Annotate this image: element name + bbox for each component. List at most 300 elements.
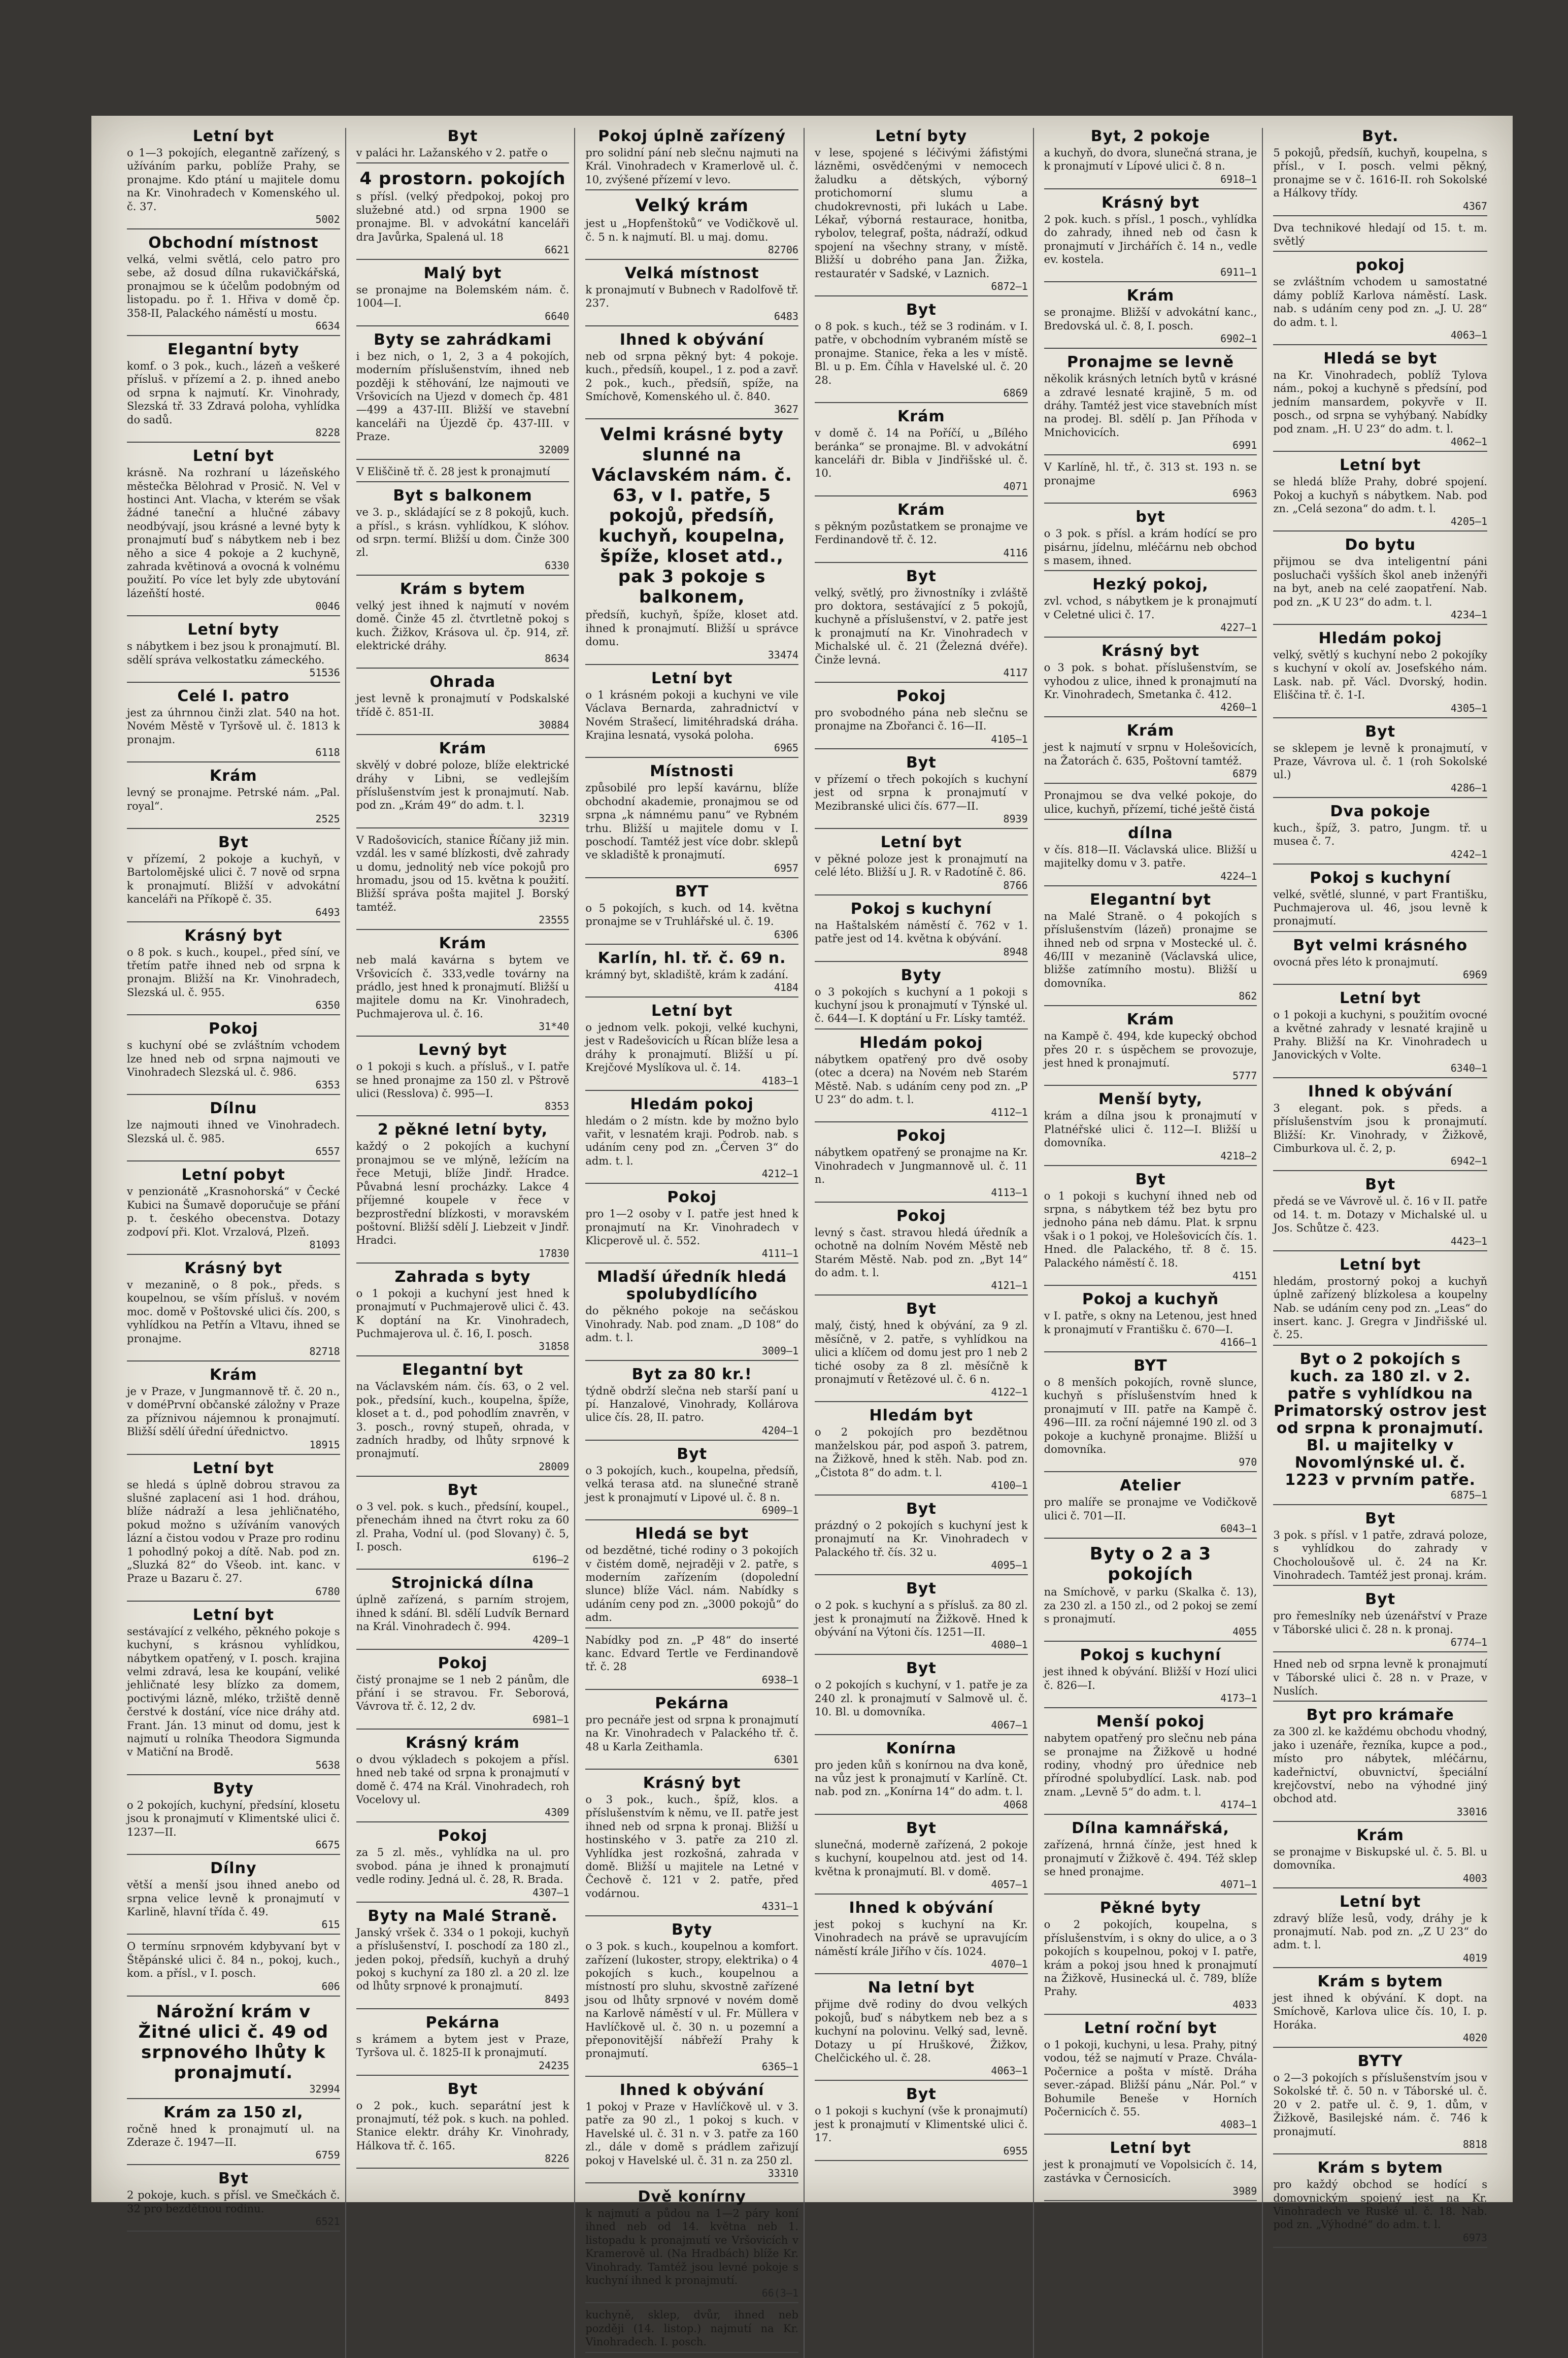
ad-divider [815, 961, 1028, 962]
ad-body: o 3 vel. pok. s kuch., předsíní, koupel., přenechám ihned na čtvrt roku za 60 zl. Praha, Vodní ul. (pod Slovany) č. 5, I. posch. [356, 1500, 570, 1553]
ad-heading: Krám [210, 767, 257, 785]
classified-ad [585, 1775, 798, 1916]
ad-body: nábytkem opatřený pro dvě osoby (otec a dcera) na Novém neb Starém Městě. Nab. s udáním ceny pod zn. „P U 23“ do adm. t. l. [814, 1053, 1028, 1106]
classified-ad [1273, 723, 1487, 798]
classified-ad [585, 1446, 798, 1520]
classified-ad [356, 1042, 570, 1116]
ad-body: zařízená, hrnná čínže, jest hned k pronajmutí v Žižkově č. 494. Též sklep se hned pronajme. [1044, 1839, 1257, 1878]
ad-divider [356, 481, 570, 482]
classified-ad [1044, 1647, 1257, 1708]
ad-body: o 1 pokoji s kuchyní ihned neb od srpna, s nábytkem též bez bytu pro jednoho pána neb dámu. Plat. k srpnu však i o 1 pokoj, ve Holešovicích čís. 1. Hned. dle Palackého, tř. 8 č. 15. Palackého náměstí č. 18. [1044, 1189, 1257, 1269]
ad-heading: Celé I. patro [177, 687, 290, 705]
ad-heading: byt [1136, 508, 1165, 526]
ad-number: 4305—1 [1450, 702, 1487, 714]
ad-divider [1044, 637, 1257, 638]
classified-ad [815, 502, 1028, 563]
classified-ad [127, 1100, 340, 1161]
classified-ad [815, 128, 1028, 296]
ad-heading: Letní pobyt [181, 1166, 285, 1184]
ad-number: 6521 [315, 2215, 340, 2228]
classified-ad [1273, 2053, 1487, 2154]
ad-divider [127, 1774, 340, 1775]
ad-body: za 300 zl. ke každému obchodu vhodný, jako i uzenáře, řezníka, kupce a pod., místo pro nábytek, mléčárnu, kadeřnictví, obuvnictví, špeciální krejčovství, nebo na výhodné jiný obchod atd. [1273, 1725, 1487, 1805]
classified-ad [1044, 287, 1257, 349]
ad-number: 4121—1 [991, 1279, 1028, 1292]
ad-heading: pokoj [1355, 256, 1405, 275]
ad-number: 4083—1 [1220, 2118, 1257, 2131]
ad-number: 4174—1 [1220, 1799, 1257, 1811]
ad-body: na Kampě č. 494, kde kupecký obchod přes 20 r. s úspěchem se provozuje, jest hned k pronajmutí. [1044, 1030, 1257, 1070]
ad-divider [356, 1569, 570, 1570]
ad-body: o 2 pokojích, koupelna, s příslušenstvím, i s okny do ulice, a o 3 pokojích s koupelnou, pokoj v I. patře, krám a pokoj jsou hned k pronajmutí na Žižkově, Husinecká ul. č. 789, blíže Prahy. [1044, 1918, 1257, 1998]
classified-ad [1273, 937, 1487, 985]
ad-number: 4166—1 [1220, 1336, 1257, 1348]
ad-divider [127, 228, 340, 229]
ad-divider [815, 295, 1028, 296]
ad-heading: Letní byt [651, 669, 733, 687]
ad-body: krásně. Na rozhraní u lázeňského městečka Bělohrad v Prosič. N. Vel v hostinci Ant. Vlacha, v kterém se však žádné taneční a hlučné zábavy neodbývají, jsou krásné a levné byty k pronajmutí buď s nábytkem neb i bez něho a sice 4 pokoje a 2 kuchyně, zahrada květinová a ovocná k volnému použití. Po více let byly zde ubytování lázeňští hosté. [127, 467, 340, 600]
ad-body: velký, světlý s kuchyní nebo 2 pokojíky s kuchyní v okolí av. Josefského nám. Lask. nab. př. Václ. Dvorský, hodin. Eliščina tř. č. 1-I. [1273, 648, 1487, 702]
classified-ad [127, 1460, 340, 1602]
classified-ad [585, 1921, 798, 2077]
classified-ad [1044, 1900, 1257, 2014]
classified-ad [356, 1828, 570, 1902]
ad-body: s přísl. (velký předpokoj, pokoj pro služebné atd.) od srpna 1900 se pronajme. Bl. v advokátní kanceláři dra Javůrka, Spalená ul. 18 [356, 190, 570, 243]
ad-divider [356, 1649, 570, 1650]
ad-heading: Krám s bytem [399, 580, 526, 598]
ad-number: 970 [1239, 1456, 1257, 1469]
ad-heading: Krám [210, 1366, 257, 1384]
ad-body: pro každý obchod se hodící s domovnickým spojený jest na Kr. Vinohradech ve Ruské ul. č. 18. Nab. pod zn. „Výhodné“ do adm. t. l. [1273, 2178, 1487, 2231]
classified-ad [585, 2082, 798, 2183]
ad-divider [1044, 1471, 1257, 1472]
ad-body: o 1 pokoji, kuchyni, u lesa. Prahy, pitný vodou, též se najmutí v Praze. Chvála-Počernice a pošta v místě. Dráha sever.-západ. Bližší pánu „Nár. Pol.“ v Bohumile Beneše v Horních Počernicích č. 55. [1044, 2038, 1257, 2118]
ad-number: 3627 [774, 403, 798, 416]
ad-number: 6942—1 [1450, 1155, 1487, 1168]
ad-heading: Byt [677, 1445, 708, 1463]
ad-number: 8228 [315, 426, 340, 439]
ad-heading: Byty o 2 a 3 pokojích [1089, 1544, 1212, 1585]
ad-body: v domě č. 14 na Poříčí, u „Bílého beránka“ se pronajme. Bl. v advokátní kanceláři dr. Bibla v Jindřišské ul. č. 10. [814, 427, 1028, 480]
ad-divider [1273, 251, 1487, 252]
ad-divider [1044, 348, 1257, 349]
ad-body: o 1 krásném pokoji a kuchyni ve vile Václava Bernarda, zahradnictví v Novém Strašecí, limitéhradská dráha. Krajina lesnatá, vysoká poloha. [585, 688, 798, 741]
ad-divider [1044, 819, 1257, 820]
ad-number: 32994 [309, 2082, 340, 2095]
ad-number: 6330 [545, 559, 570, 572]
ad-heading: Pokoj [438, 1654, 488, 1672]
ad-body: od bezdětné, tiché rodiny o 3 pokojích v čistém domě, nejraději v 2. patře, s moderním zařízením (dopolední slunce) blíže Václ. nám. Nabídky s udáním ceny pod zn. „3000 pokojů“ do adm. [585, 1544, 798, 1624]
ad-divider [585, 1628, 798, 1629]
classified-ad [585, 1525, 798, 1628]
ad-divider [127, 761, 340, 762]
ad-heading: Byt [218, 834, 249, 851]
ad-number: 8766 [1003, 879, 1028, 891]
ad-heading: Elegantní byt [402, 1361, 523, 1379]
ad-body: zvl. vchod, s nábytkem je k pronajmutí v Celetné ulici č. 17. [1044, 595, 1257, 621]
newspaper-page [91, 116, 1513, 2348]
ad-body: jest levně k pronajmutí v Podskalské třídě č. 851-II. [356, 692, 570, 718]
classified-ad [1273, 1176, 1487, 1251]
ad-number: 4184 [774, 981, 798, 993]
ad-heading: Byt, 2 pokoje [1090, 127, 1211, 145]
ad-body: předsíň, kuchyň, špíže, kloset atd. ihned k pronajmutí. Bližší u správce domu. [585, 609, 798, 648]
ad-heading: Byty na Malé Straně. [368, 1907, 558, 1925]
ad-body: 3 pok. s přísl. v 1 patře, zdravá poloze, s vyhlídkou do zahrady v Chocholoušově ul. č. 24 na Kr. Vinohradech. Tamtéž jest pronaj. krám. [1273, 1529, 1487, 1581]
classified-ad [127, 448, 340, 616]
ad-number: 8818 [1462, 2138, 1487, 2151]
classified-ad [585, 195, 798, 260]
ad-body: pro jeden kůň s konírnou na dva koně, na vůz jest k pronajmutí v Karlíně. Ct. nab. pod zn. „Konírna 14“ do adm. t. l. [814, 1758, 1028, 1798]
classified-ad [1044, 1713, 1257, 1815]
classified-ad [1273, 1083, 1487, 1172]
ad-body: pro 1—2 osoby v I. patře jest hned k pronajmutí na Kr. Vinohradech v Klicperově ul. č. 552. [585, 1208, 798, 1247]
ad-divider [1044, 1285, 1257, 1286]
ad-number: 6493 [315, 906, 340, 918]
ad-body: o 8 pok. s kuch., koupel., před síní, ve třetím patře ihned neb od srpna k pronajm. Bližší na Kr. Vinohradech, Slezská ul. č. 955. [127, 946, 340, 999]
ad-number: 4242—1 [1450, 848, 1487, 860]
ad-number: 82718 [309, 1345, 340, 1357]
ad-number: 4020 [1462, 2032, 1487, 2044]
ad-number: 6759 [315, 2149, 340, 2162]
ad-number: 6365—1 [761, 2060, 798, 2073]
ad-divider [585, 2076, 798, 2077]
ad-number: 5638 [315, 1758, 340, 1771]
ad-number: 4080—1 [991, 1639, 1028, 1651]
ad-number: 4218—2 [1220, 1149, 1257, 1162]
ad-heading: dílna [1128, 824, 1173, 842]
ad-body: slunečná, moderně zařízená, 2 pokoje s kuchyní, koupelnou atd. jest od 14. května k pronajmutí. Bl. v domě. [814, 1838, 1028, 1878]
ad-heading: Malý byt [423, 264, 502, 283]
ad-heading: Krám [439, 740, 487, 758]
classified-ad [1273, 1707, 1487, 1821]
ad-body: jest pokoj s kuchyní na Kr. Vinohradech na právě se upravujícím náměstí krále Jiřího v čís. 1024. [814, 1918, 1028, 1957]
classified-ad [1273, 990, 1487, 1078]
ad-number: 4183—1 [761, 1074, 798, 1087]
ad-divider [1273, 984, 1487, 985]
ad-body: v čís. 818—II. Václavská ulice. Bližší u majitelky domu v 3. patře. [1044, 843, 1257, 870]
ad-heading: Krám [1126, 722, 1175, 740]
classified-ad [585, 1003, 798, 1091]
ad-divider [356, 734, 570, 735]
ad-number: 8226 [545, 2152, 570, 2165]
classified-ad [1044, 1091, 1257, 1166]
ad-number: 6875—1 [1450, 1488, 1487, 1501]
ad-heading: Pokoj [896, 1127, 946, 1145]
ad-number: 4307—1 [532, 1886, 570, 1899]
ad-heading: Byt [906, 1500, 937, 1518]
ad-divider [356, 259, 570, 260]
ad-body: o 1—3 pokojích, elegantně zařízený, s užíváním parku, poblíže Prahy, se pronajme. Kdo ptání u majitele domu na Kr. Vinohradech v Komenského ul. č. 37. [127, 147, 340, 213]
ad-body: o 1 pokoji s kuch. a přísluš., v I. patře se hned pronajme za 150 zl. v Pštrově ulici (Resslova) č. 995—I. [356, 1060, 570, 1100]
ad-heading: Ihned k obývání [619, 330, 764, 349]
ad-divider [585, 189, 798, 190]
ad-heading: Pokoj a kuchyň [1082, 1290, 1219, 1309]
ad-heading: Byt [1365, 722, 1396, 741]
classified-ad [127, 1367, 340, 1455]
ad-number: 28009 [539, 1460, 570, 1473]
classified-ad [1273, 1973, 1487, 2048]
ad-number: 0046 [315, 600, 340, 613]
ad-number: 4057—1 [991, 1878, 1028, 1891]
ad-number: 4105—1 [991, 733, 1028, 745]
ad-number: 6969 [1462, 969, 1487, 981]
classified-ad [1044, 194, 1257, 283]
ad-heading: Velmi krásné byty slunné na Václavském nám. č. 63, v I. patře, 5 pokojů, předsíň, kuchyň, koupelna, špíže, kloset atd., pak 3 pokoje s balkonem, [591, 424, 792, 608]
ad-number: 4212—1 [761, 1168, 798, 1180]
ad-heading: Pěkné byty [1099, 1899, 1202, 1917]
ad-heading: Byt [1365, 1509, 1396, 1527]
ad-divider [127, 1996, 340, 1997]
ad-body: kuchyně, sklep, dvůr, ihned neb později (14. listop.) najmutí na Kr. Vinohradech. I. posch. [585, 2309, 798, 2348]
ad-body: velký jest ihned k najmutí v novém domě. Činže 45 zl. čtvrtletně pokoj s kuch. Žižkov, Krásova ul. čp. 914, zř. elektrické dráhy. [356, 599, 570, 652]
classified-ad [356, 1361, 570, 1476]
ad-body: o 1 pokoji a kuchyní jest hned k pronajmutí v Puchmajerově ulici č. 43. K doptání na Kr. Vinohradech, Puchmajerova ul. č. 16, I. posch. [356, 1287, 570, 1340]
classified-ad [127, 1020, 340, 1095]
ad-heading: Pokoj [896, 687, 946, 705]
ad-number: 4204—1 [761, 1424, 798, 1437]
ad-body: hledám o 2 místn. kde by možno bylo vařit, v lesnatém kraji. Podrob. nab. s udáním ceny pod zn. „Červen 3“ do adm. t. l. [585, 1114, 798, 1167]
ad-divider [1273, 864, 1487, 865]
ad-body: do pěkného pokoje na sečáskou Vinohrady. Nab. pod znam. „D 108“ do adm. t. l. [585, 1305, 798, 1344]
ad-number: 6640 [545, 310, 570, 322]
ad-body: na Haštalském náměstí č. 762 v 1. patře jest od 14. května k obývání. [814, 919, 1028, 945]
ad-heading: Pokoj [209, 1020, 258, 1038]
classified-ad [815, 408, 1028, 496]
ad-divider [1044, 1351, 1257, 1352]
ad-number: 4071—1 [1220, 1878, 1257, 1891]
ad-number: 4331—1 [761, 1900, 798, 1913]
ad-divider [356, 668, 570, 669]
ad-number: 6634 [315, 320, 340, 333]
ad-divider [1273, 1585, 1487, 1586]
ad-divider [127, 2164, 340, 2165]
classified-ad [127, 834, 340, 922]
ad-number: 31*40 [539, 1020, 570, 1033]
ad-heading: Krásný byt [643, 1774, 741, 1792]
classified-ad [815, 1740, 1028, 1815]
ad-body: nabytem opatřený pro slečnu neb pána se pronajme na Žižkově u hodné rodiny, vhodný pro úřednice neb přírodné spolubydlící. Lask. nab. pod znam. „Levně 5“ do adm. t. l. [1044, 1732, 1257, 1798]
ad-divider [1273, 1077, 1487, 1078]
ad-divider [127, 1160, 340, 1161]
ad-body: 1 pokoj v Praze v Havlíčkově ul. v 3. patře za 90 zl., 1 pokoj s kuch. v Havelské ul. č. 31 n. v 3. patře za 160 zl., dále v domě s prádlem zařizují pokoj v Havelské ul. č. 31 n. za 250 zl. [585, 2100, 798, 2167]
ad-divider [1273, 215, 1487, 216]
ad-body: se zvláštním vchodem u samostatné dámy poblíž Karlova náměstí. Lask. nab. s udáním ceny pod zn. „J. U. 28“ do adm. t. l. [1273, 276, 1487, 328]
ad-number: 4309 [545, 1806, 570, 1819]
classified-ad [815, 754, 1028, 829]
ad-heading: Byt pro krámaře [1306, 1706, 1454, 1724]
ad-body: pro solidní pání neb slečnu najmuti na Král. Vinohradech v Kramerlově ul. č. 10, zvýšené přízemí v levo. [585, 147, 798, 186]
ad-number: 6306 [774, 928, 798, 941]
ad-divider [815, 1294, 1028, 1296]
ad-heading: Byty se zahrádkami [374, 330, 552, 349]
ad-number: 6675 [315, 1839, 340, 1851]
ad-body: komf. o 3 pok., kuch., lázeň a veškeré přísluš. v přízemí a 2. p. ihned anebo od srpna k najmutí. Kr. Vinohrady, Slezská tř. 33 Zdravá poloha, vyhlídka do sadů. [127, 360, 340, 426]
classified-ad [127, 1607, 340, 1775]
classified-ad [815, 1820, 1028, 1895]
ad-body: 2 pok. kuch. s přísl., 1 posch., vyhlídka do zahrady, ihned neb od časn k pronajmutí v Jirchářích č. 14 n., vedle ev. kostela. [1044, 213, 1257, 266]
ad-heading: Do bytu [1345, 536, 1416, 554]
ad-divider [815, 894, 1028, 895]
classified-ad [815, 1979, 1028, 2081]
ad-divider [1044, 1005, 1257, 1006]
ad-number: 51536 [309, 666, 340, 679]
ad-heading: Letní byt [1340, 1892, 1421, 1911]
ad-number: 6973 [1462, 2231, 1487, 2244]
ad-body: levný s čast. stravou hledá úředník a ochotně na dolním Novém Městě neb Starém Městě. Nab. pod zn. „Byt 14“ do adm. t. l. [814, 1226, 1028, 1279]
classified-ad [815, 568, 1028, 683]
ad-number: 4111—1 [761, 1247, 798, 1260]
ad-heading: Hledá se byt [635, 1525, 749, 1543]
ad-number: 6483 [774, 310, 798, 322]
ad-body: pro malíře se pronajme ve Vodičkově ulici č. 701—II. [1044, 1496, 1257, 1522]
classified-ad [1273, 803, 1487, 865]
ad-divider [815, 1202, 1028, 1203]
ad-heading: Byt [906, 2085, 937, 2104]
ad-heading: Byt velmi krásného [1293, 936, 1468, 954]
ad-heading: BYTY [1357, 2052, 1403, 2071]
ad-body: ovocná přes léto k pronajmutí. [1273, 955, 1439, 968]
ad-number: 4260—1 [1220, 701, 1257, 714]
classified-ad [1044, 354, 1257, 455]
ad-divider [815, 1121, 1028, 1122]
ad-number: 4062—1 [1450, 436, 1487, 448]
ad-divider [127, 1094, 340, 1095]
ad-divider [815, 562, 1028, 563]
classified-ad [356, 331, 570, 460]
ad-body: V Radošovicích, stanice Říčany již min. vzdál. les v samé blízkosti, dvě zahrady u domu, jednolitý neb více pokojů pro hromadu, jsou od 15. května k použití. Bližší správa pošta majitel J. Borský tamtéž. [356, 834, 570, 913]
classified-ad [815, 967, 1028, 1029]
ad-divider [585, 664, 798, 665]
ad-divider [127, 828, 340, 829]
ad-divider [356, 929, 570, 930]
ad-divider [356, 2008, 570, 2009]
ad-body: velké, světlé, slunné, v part Františku, Puchmajerova ul. 46, jsou levně k pronajmutí. [1273, 888, 1487, 927]
ad-body: přijme dvě rodiny do dvou velkých pokojů, buď s nábytkem neb bez a s kuchyní na polovinu. Velký sad, levně. Dotazy u pí Hruškové, Žižkov, Chelčického ul. č. 28. [814, 1998, 1028, 2064]
classified-ad [1273, 257, 1487, 345]
ad-divider [1044, 2200, 1257, 2201]
ad-number: 81093 [309, 1238, 340, 1251]
classified-ad [815, 901, 1028, 962]
classified-ad [815, 1501, 1028, 1575]
ad-number: 66(3—1 [761, 2287, 798, 2300]
classified-ad [815, 1900, 1028, 1974]
classified-ad [127, 768, 340, 829]
ad-body: neb od srpna pěkný byt: 4 pokoje. kuch., předsíň, koupel., 1 z. pod a zavř. 2 pok., kuch., předsíň, spíže, na Smíchově, Komenského ul. č. 840. [585, 350, 798, 403]
ad-body: malý, čistý, hned k obývání, za 9 zl. měsíčně, v 2. patře, s vyhlídkou na ulici a klíčem od domu jest pro 1 neb 2 tiché osoby za 8 zl. měsíčně k pronajmutí v Řetězové ul. č. 6 n. [814, 1319, 1028, 1385]
ad-divider [815, 1814, 1028, 1815]
ad-number: 8493 [545, 1992, 570, 2005]
classified-ad [1044, 509, 1257, 571]
ad-heading: Ihned k obývání [619, 2081, 764, 2099]
ad-heading: Na letní byt [868, 1979, 975, 1997]
ad-body: 3 elegant. pok. s předs. a příslušenstvím jsou k pronajmutí. Bližší: Kr. Vinohrady, v Žižkově, Cimburkova ul. č. 2, p. [1273, 1102, 1487, 1155]
ad-number: 32319 [539, 812, 570, 824]
classified-ad [127, 2170, 340, 2232]
ad-heading: Letní byt [1340, 989, 1421, 1008]
classified-ad [585, 883, 798, 945]
ad-heading: Byt o 2 pokojích s kuch. za 180 zl. v 2. patře s vyhlídkou na Primatorský ostrov jest od srpna k pronajmutí. Bl. u majitelky v Novomlýnské ul. č. 1223 v prvním patře. [1274, 1350, 1487, 1489]
ad-divider [1273, 1250, 1487, 1251]
classified-ad [815, 1580, 1028, 1655]
ad-number: 31858 [539, 1340, 570, 1353]
ad-divider [1044, 716, 1257, 717]
ad-divider [1044, 885, 1257, 886]
ad-divider [1273, 1701, 1487, 1702]
ad-heading: BYT [1133, 1356, 1167, 1375]
ad-heading: Ihned k obývání [849, 1899, 994, 1917]
ad-body: v mezanině, o 8 pok., předs. s koupelnou, se vším přísluš. v novém moc. domě v Poštovské ulici čís. 200, s vyhlídkou na Petřín a Vltavu, ihned se pronajme. [127, 1278, 340, 1345]
classified-ad [1273, 1510, 1487, 1586]
ad-heading: Konírna [886, 1739, 956, 1757]
classified-ad [815, 1660, 1028, 1735]
classified-ad [127, 341, 340, 443]
ad-heading: Pokoj s kuchyní [1080, 1646, 1221, 1665]
classified-ad [815, 2086, 1028, 2161]
ad-divider [1044, 570, 1257, 571]
classified-ad [1273, 870, 1487, 932]
ad-number: 4234—1 [1450, 608, 1487, 621]
ad-body: s nábytkem i bez jsou k pronajmutí. Bl. sdělí správa velkostatku zámeckého. [127, 640, 340, 666]
ad-heading: Letní byt [192, 127, 274, 145]
ad-heading: Krám [1126, 287, 1175, 305]
ad-heading: Nárožní krám v Žitné ulici č. 49 od srpnového lhůty k pronajmutí. [138, 2001, 329, 2083]
ad-number: 4003 [1462, 1872, 1487, 1884]
ad-body: lze najmouti ihned ve Vinohradech. Slezská ul. č. 985. [127, 1119, 340, 1145]
classified-ad [585, 950, 798, 998]
ad-number: 6869 [1003, 387, 1028, 400]
ad-body: o 3 pok., kuch., špíž, klos. a příslušenstvím k němu, ve II. patře jest ihned neb od srpna k pronaj. Bližší u hostinského v 3. patře za 210 zl. Vyhlídka jest rozkošná, zahrada v domě. Bližší u majitele na Letné v Čechově č. 121 v 2. patře, před vodárnou. [585, 1793, 798, 1900]
ad-heading: Letní byt [651, 1002, 733, 1020]
ad-heading: Krásný byt [1102, 193, 1199, 212]
classified-ad [356, 1269, 570, 1357]
ad-body: v I. patře, s okny na Letenou, jest hned k pronajmutí v Františku č. 670—I. [1044, 1310, 1257, 1336]
ad-heading: Pronajme se levně [1067, 353, 1234, 372]
ad-heading: Krám s bytem [1317, 1972, 1443, 1990]
classified-ad [356, 169, 570, 260]
ad-body: skvělý v dobré poloze, blíže elektrické dráhy v Libni, se vedlejším příslušenstvím jest k pronajmutí. Nab. pod zn. „Krám 49“ do adm. t. l. [356, 759, 570, 812]
ad-divider [1044, 503, 1257, 504]
classified-ad [815, 1301, 1028, 1402]
ad-number: 6872—1 [991, 280, 1028, 293]
ad-body: o 2 pokojích s kuchyní, v 1. patře je za 240 zl. k pronajmutí v Salmově ul. č. 10. Bl. u domovníka. [814, 1679, 1028, 1718]
ad-divider [1273, 717, 1487, 718]
ad-body: v přízemí o třech pokojích s kuchyní jest od srpna k pronajmutí v Mezibranské ulici čís. 677—II. [814, 773, 1028, 812]
ad-divider [815, 1973, 1028, 1974]
ad-body: ve 3. p., skládající se z 8 pokojů, kuch. a přísl., s krásn. vyhlídkou, K slóhov. od srpn. termí. Bližší u dom. Činže 300 zl. [356, 506, 570, 559]
ad-divider [585, 259, 798, 260]
ad-divider [127, 2231, 340, 2232]
ad-divider [127, 682, 340, 683]
classified-ad [1044, 1820, 1257, 1895]
ad-number: 6938—1 [761, 1673, 798, 1686]
ad-body: je v Praze, v Jungmannově tř. č. 20 n., v doméPrvní občanské záložny v Praze za příznivou nájemnou k pronajmutí. Bližší sdělí úřední úřednictvo. [127, 1385, 340, 1438]
ad-number: 18915 [309, 1438, 340, 1451]
ad-heading: Krám za 150 zl, [163, 2103, 304, 2121]
ad-heading: Pokoj s kuchyní [850, 900, 992, 918]
ad-body: v přízemí, 2 pokoje a kuchyň, v Bartolomějské ulici č. 7 nově od srpna k pronajmutí. Bližší v advokátní kanceláři na Příkopě č. 35. [127, 853, 340, 906]
ad-number: 6963 [1232, 487, 1257, 500]
ad-body: o 5 pokojích, s kuch. od 14. května pronajme se v Truhlářské ul. č. 19. [585, 902, 798, 928]
ad-number: 6118 [315, 746, 340, 759]
ad-divider [1044, 1707, 1257, 1708]
column-3 [580, 128, 805, 2358]
ad-divider [1044, 2134, 1257, 2135]
classified-ad [356, 740, 570, 828]
ad-body: o 3 pok. s přísl. a krám hodící se pro pisárnu, jídelnu, mléčárnu neb obchod s masem, ihned. [1044, 527, 1257, 567]
ad-divider [1273, 1345, 1487, 1346]
ad-body: 2 pokoje, kuch. s přísl. ve Smečkách č. 32 pro bezdětnou rodinu. [127, 2189, 340, 2215]
